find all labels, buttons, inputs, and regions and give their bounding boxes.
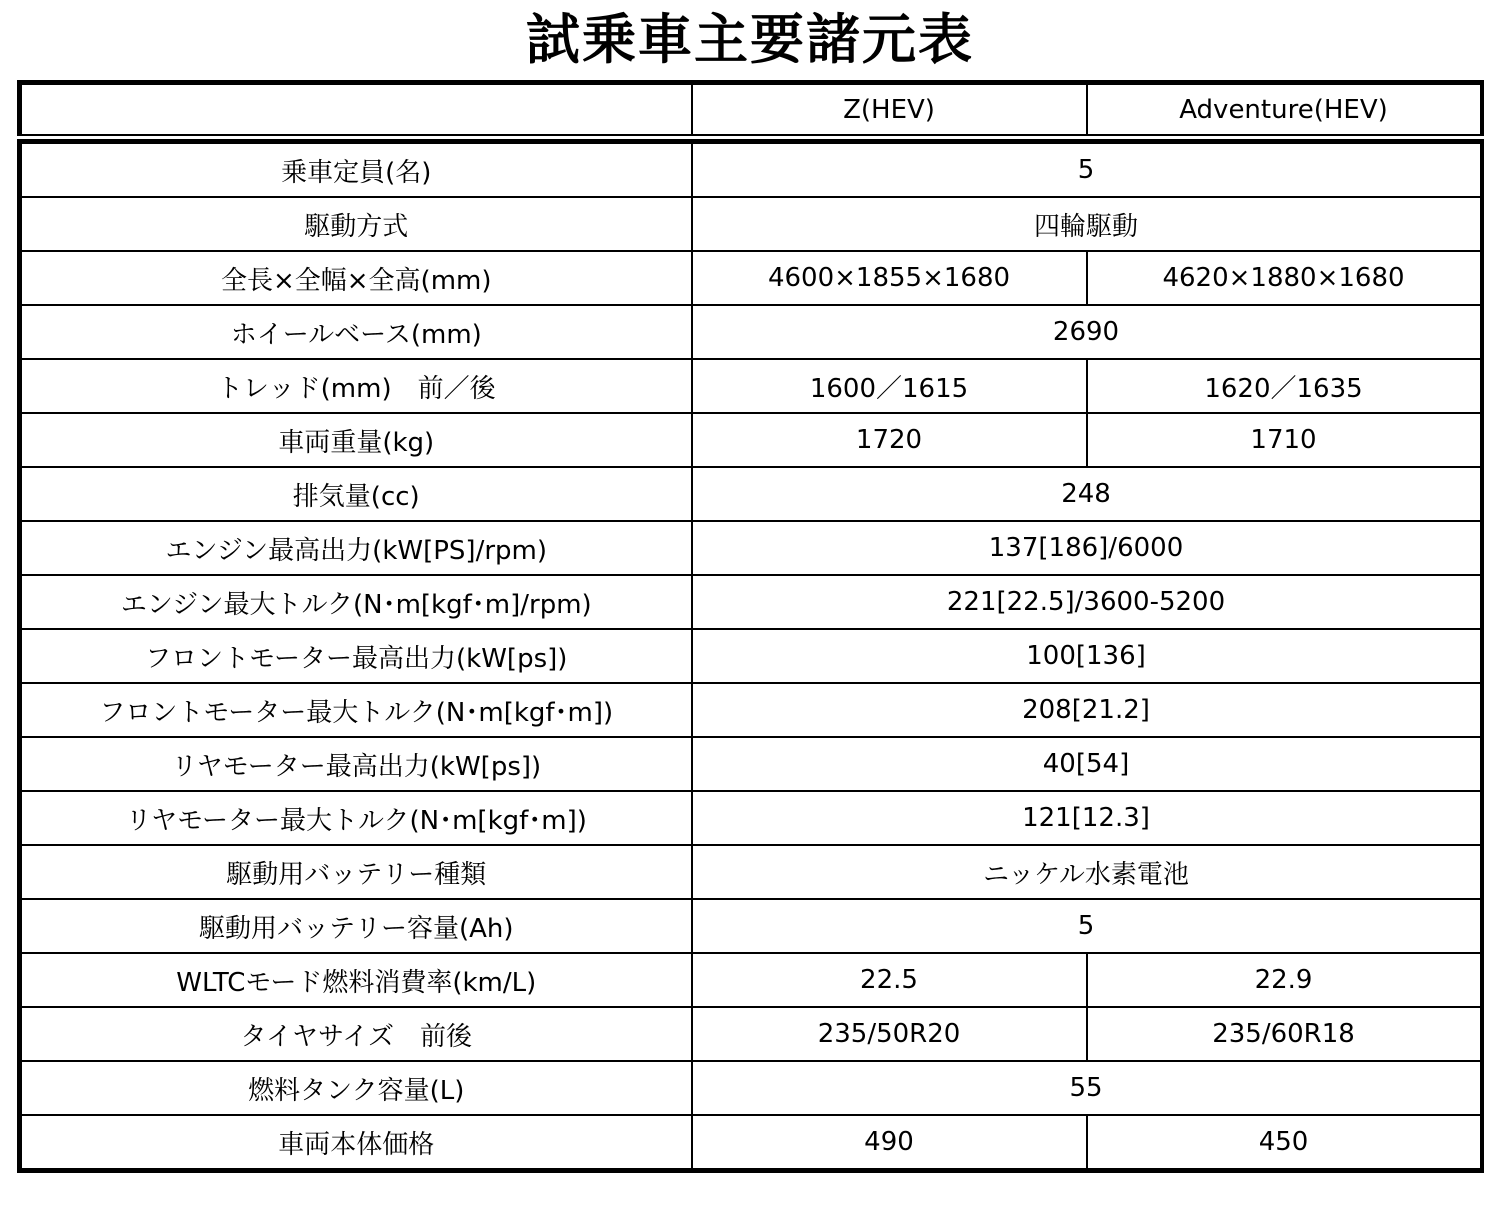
table-row: [20, 1007, 1482, 1061]
spec-label: トレッド(mm) 前／後: [20, 359, 692, 413]
table-row: [20, 467, 1482, 521]
spec-label: WLTCモード燃料消費率(km/L): [20, 953, 692, 1007]
table-row: [20, 845, 1482, 899]
table-row: [20, 737, 1482, 791]
spec-value-z: 1600／1615: [692, 359, 1087, 413]
table-row: [20, 683, 1482, 737]
spec-value-shared: 221[22.5]/3600-5200: [692, 575, 1482, 629]
table-row: [20, 1115, 1482, 1171]
table-row: [20, 142, 1482, 198]
spec-value-shared: 208[21.2]: [692, 683, 1482, 737]
spec-table-header: [17, 80, 1484, 136]
header-z-hev: Z(HEV): [692, 83, 1087, 136]
spec-value-shared: 四輪駆動: [692, 197, 1482, 251]
header-adventure-hev: Adventure(HEV): [1087, 83, 1482, 136]
spec-value-adventure: 1620／1635: [1087, 359, 1482, 413]
spec-value-shared: 2690: [692, 305, 1482, 359]
spec-label: 車両重量(kg): [20, 413, 692, 467]
spec-value-z: 4600×1855×1680: [692, 251, 1087, 305]
spec-value-shared: 40[54]: [692, 737, 1482, 791]
spec-value-z: 490: [692, 1115, 1087, 1171]
page-title: 試乗車主要諸元表: [526, 8, 974, 71]
spec-label: 全長×全幅×全高(mm): [20, 251, 692, 305]
spec-value-shared: 121[12.3]: [692, 791, 1482, 845]
spec-label: リヤモーター最大トルク(N･m[kgf･m]): [20, 791, 692, 845]
table-row: [20, 1061, 1482, 1115]
spec-label: 駆動用バッテリー容量(Ah): [20, 899, 692, 953]
spec-label: 駆動方式: [20, 197, 692, 251]
spec-label: フロントモーター最大トルク(N･m[kgf･m]): [20, 683, 692, 737]
table-row: [20, 899, 1482, 953]
spec-value-shared: 5: [692, 899, 1482, 953]
spec-value-adventure: 1710: [1087, 413, 1482, 467]
spec-value-z: 235/50R20: [692, 1007, 1087, 1061]
spec-value-adventure: 22.9: [1087, 953, 1482, 1007]
spec-label: フロントモーター最高出力(kW[ps]): [20, 629, 692, 683]
spec-value-adventure: 450: [1087, 1115, 1482, 1171]
spec-label: リヤモーター最高出力(kW[ps]): [20, 737, 692, 791]
spec-label: エンジン最大トルク(N･m[kgf･m]/rpm): [20, 575, 692, 629]
spec-label: エンジン最高出力(kW[PS]/rpm): [20, 521, 692, 575]
spec-value-z: 22.5: [692, 953, 1087, 1007]
spec-value-shared: 5: [692, 142, 1482, 198]
header-blank: [20, 83, 692, 136]
spec-value-shared: 100[136]: [692, 629, 1482, 683]
table-row: [20, 359, 1482, 413]
spec-label: 駆動用バッテリー種類: [20, 845, 692, 899]
spec-label: タイヤサイズ 前後: [20, 1007, 692, 1061]
spec-value-shared: 55: [692, 1061, 1482, 1115]
spec-value-adventure: 4620×1880×1680: [1087, 251, 1482, 305]
table-row: [20, 575, 1482, 629]
table-row: [20, 953, 1482, 1007]
spec-table: [17, 139, 1484, 1173]
spec-value-shared: ニッケル水素電池: [692, 845, 1482, 899]
table-row: [20, 305, 1482, 359]
header-row: [20, 83, 1482, 136]
spec-label: 排気量(cc): [20, 467, 692, 521]
table-row: [20, 791, 1482, 845]
spec-label: 燃料タンク容量(L): [20, 1061, 692, 1115]
spec-value-z: 1720: [692, 413, 1087, 467]
spec-value-shared: 248: [692, 467, 1482, 521]
table-row: [20, 413, 1482, 467]
table-row: [20, 251, 1482, 305]
spec-label: ホイールベース(mm): [20, 305, 692, 359]
table-row: [20, 629, 1482, 683]
spec-value-adventure: 235/60R18: [1087, 1007, 1482, 1061]
spec-label: 乗車定員(名): [20, 142, 692, 198]
spec-value-shared: 137[186]/6000: [692, 521, 1482, 575]
table-row: [20, 197, 1482, 251]
spec-label: 車両本体価格: [20, 1115, 692, 1171]
table-row: [20, 521, 1482, 575]
